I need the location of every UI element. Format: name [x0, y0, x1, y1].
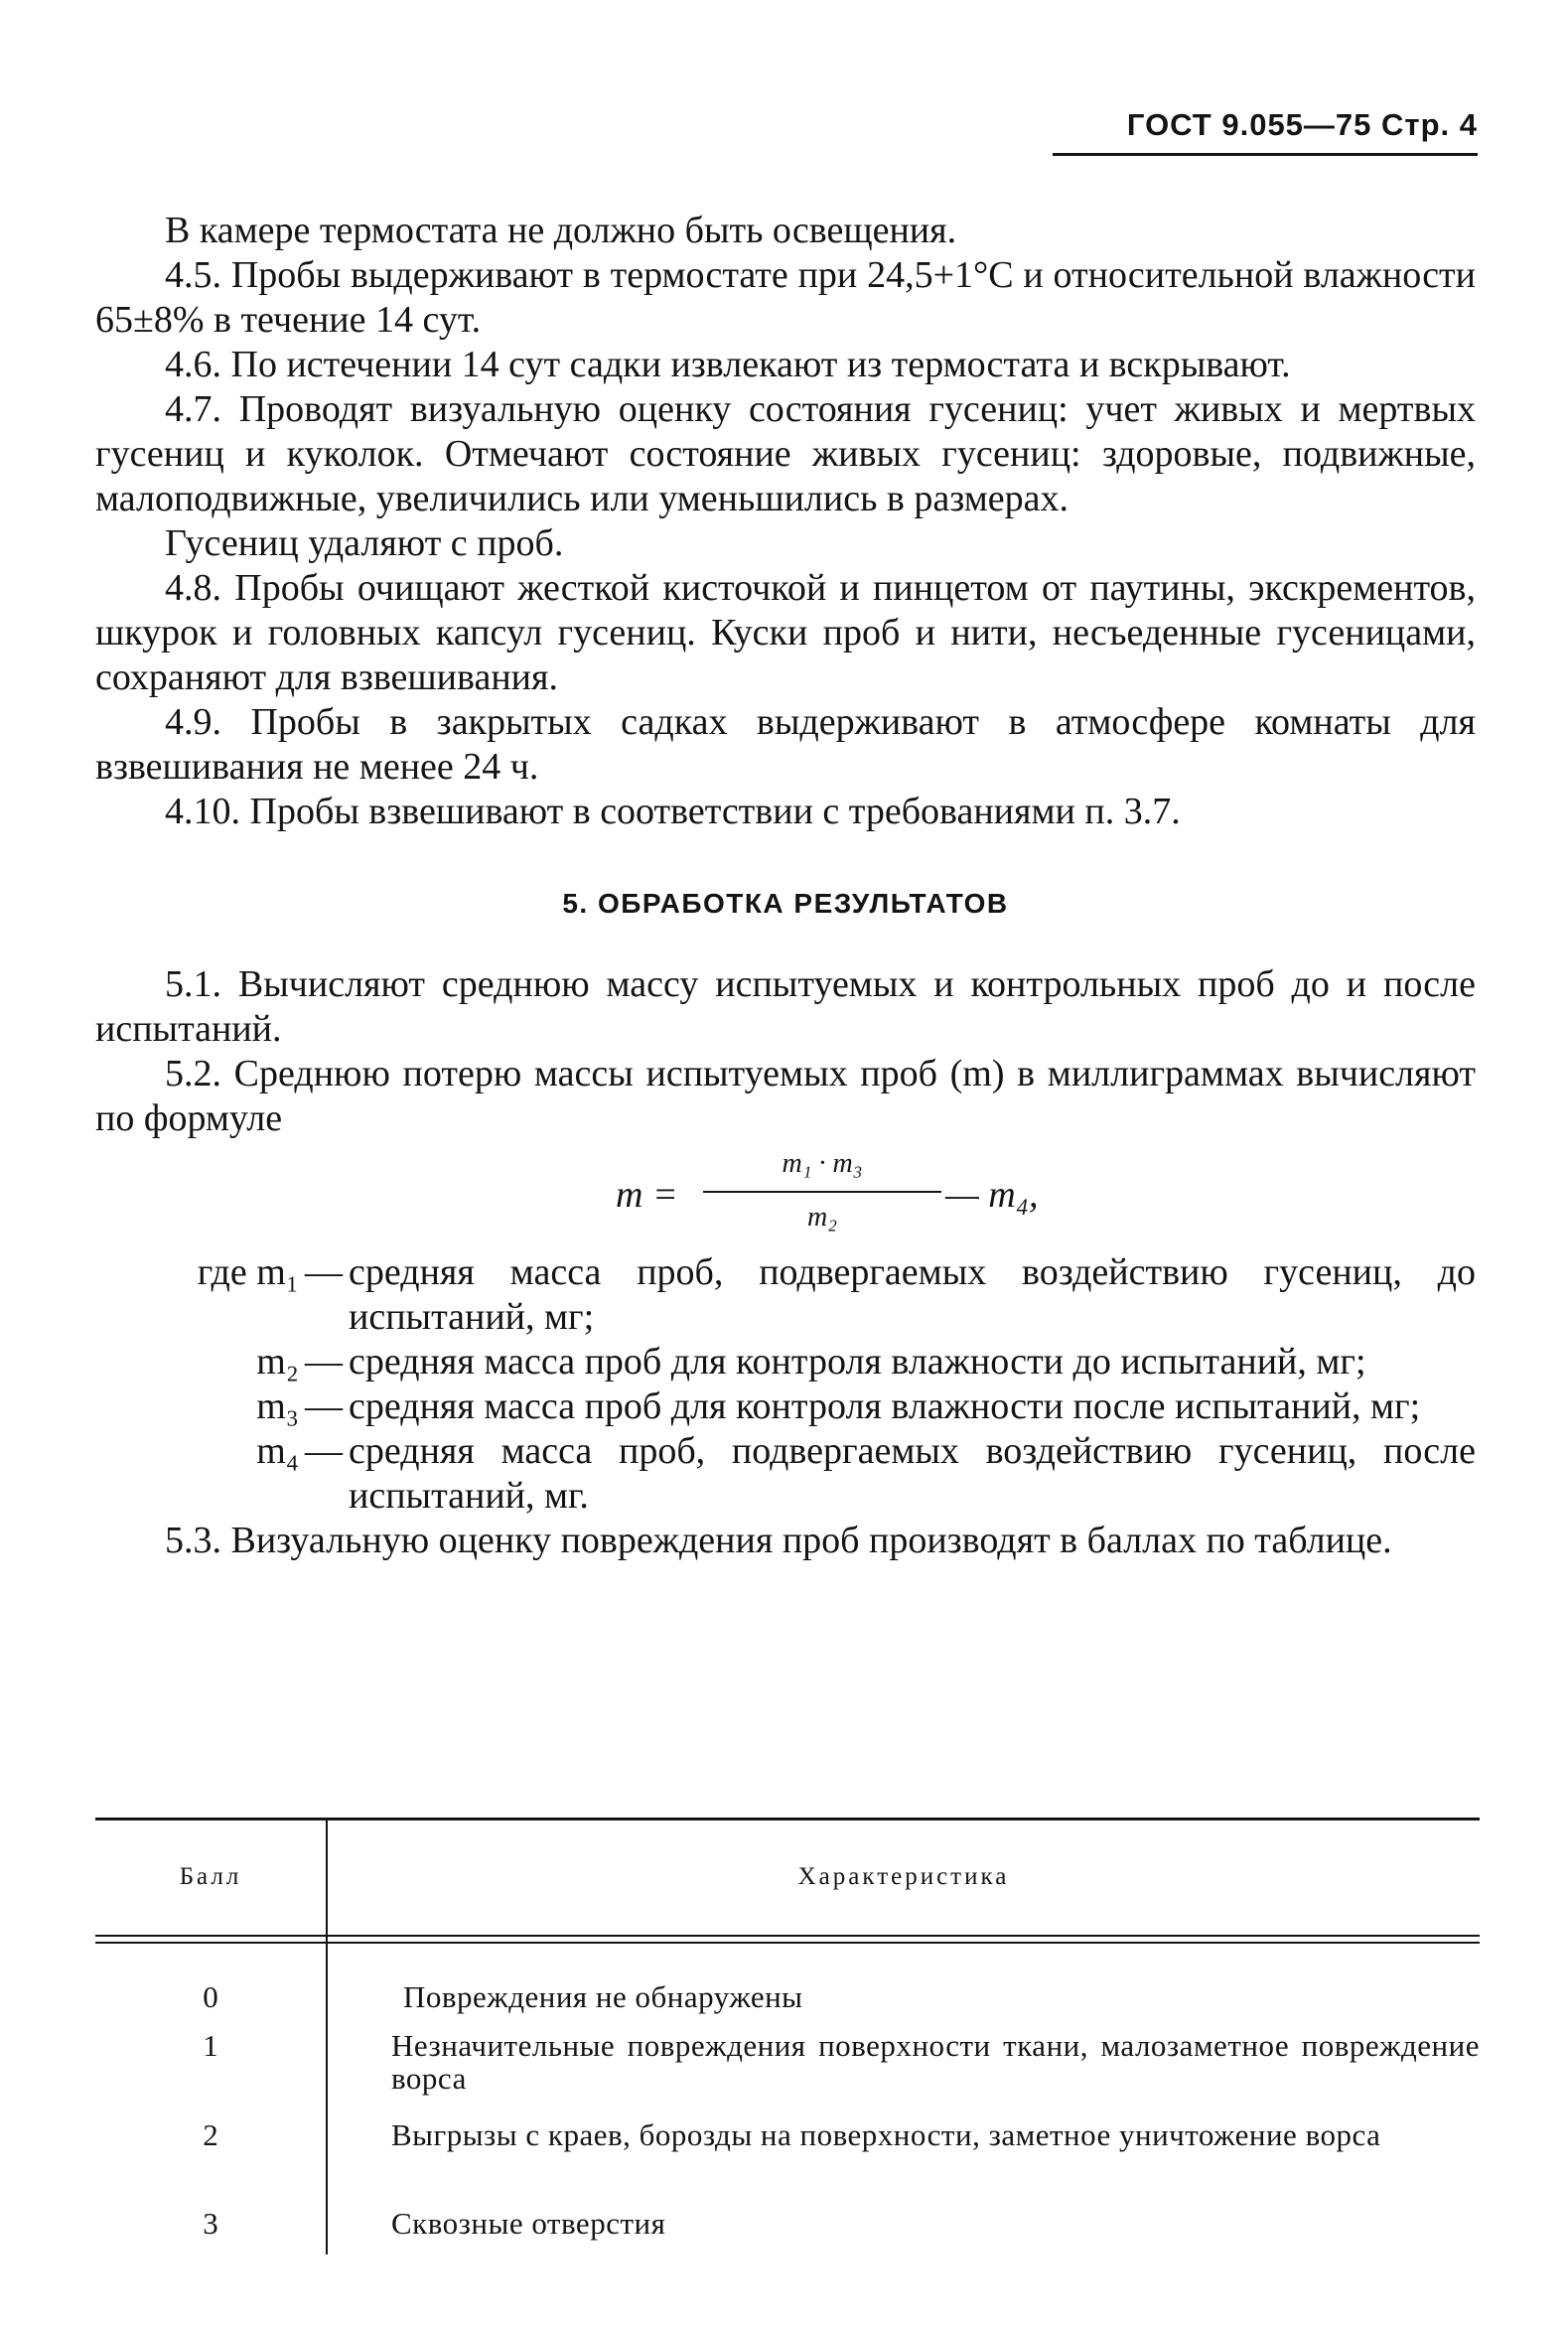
paragraph: 4.5. Пробы выдерживают в термостате при 24,5+1°С и относительной влажности 65±8% в течение 14 сут.: [95, 254, 1476, 341]
table-cell-characteristic: Повреждения не обнаружены: [403, 1979, 803, 2014]
definition-symbol: m₃: [256, 1385, 299, 1427]
table-cell-characteristic: Сквозные отверстия: [391, 2206, 666, 2241]
definition-dash: —: [305, 1430, 343, 1472]
formula-lhs: m =: [616, 1174, 678, 1216]
definition-row: [95, 1429, 1476, 1519]
paragraph: 5.2. Среднюю потерю массы испытуемых проб (m) в миллиграммах вычисляют по формуле: [95, 1053, 1476, 1139]
table-cell-ball: 3: [203, 2206, 218, 2241]
table-header-characteristic: Характеристика: [797, 1863, 1010, 1890]
definition-row: [95, 1340, 1476, 1384]
paragraph: 4.9. Пробы в закрытых садках выдерживают в атмосфере комнаты для взвешивания не менее 24 ч.: [95, 701, 1476, 788]
table-cell-ball: 0: [203, 1979, 218, 2014]
formula-fraction: [703, 1147, 941, 1235]
paragraph: 5.3. Визуальную оценку повреждения проб производят в баллах по таблице.: [165, 1520, 1392, 1561]
paragraph: 5.1. Вычисляют среднюю массу испытуемых и контрольных проб до и после испытаний.: [95, 963, 1476, 1050]
definition-dash: —: [305, 1251, 343, 1293]
table-cell-characteristic: Незначительные повреждения поверхности ткани, малозаметное повреждение ворса: [391, 2028, 1480, 2096]
definition-text: средняя масса проб, подвергаемых воздействию гусениц, после испытаний, мг.: [349, 1430, 1476, 1517]
table-header-rule: [95, 1935, 1480, 1937]
definition-symbol: где m₁: [197, 1251, 299, 1293]
formula-denominator: m₂: [807, 1202, 837, 1233]
damage-rating-table: [95, 1818, 1480, 2255]
paragraph: 4.7. Проводят визуальную оценку состояния гусениц: учет живых и мертвых гусениц и куколок. Отмечают состояние живых гусениц: здоровые, подвижные, малоподвижные, увеличились или уменьшились в размерах.: [95, 388, 1476, 519]
definition-row: [95, 1250, 1476, 1340]
table-header-ball: Балл: [179, 1863, 242, 1890]
definition-symbol: m₂: [256, 1341, 299, 1383]
mass-loss-formula: [95, 1147, 1476, 1246]
table-cell-characteristic: Выгрызы с краев, борозды на поверхности, заметное уничтожение ворса: [391, 2117, 1381, 2152]
table-cell-ball: 1: [203, 2028, 218, 2063]
paragraph: Гусениц удаляют с проб.: [165, 522, 564, 564]
definition-dash: —: [305, 1341, 343, 1383]
page-header: ГОСТ 9.055—75 Стр. 4: [1126, 107, 1478, 142]
paragraph: В камере термостата не должно быть освещения.: [165, 210, 957, 251]
definition-text: средняя масса проб для контроля влажности до испытаний, мг;: [349, 1341, 1366, 1383]
definition-text: средняя масса проб для контроля влажности после испытаний, мг;: [349, 1385, 1421, 1427]
fraction-bar: [703, 1191, 941, 1193]
formula-numerator: m₁ · m₃: [782, 1148, 863, 1179]
table-top-rule: [95, 1818, 1480, 1820]
definition-text: средняя масса проб, подвергаемых воздействию гусениц, до испытаний, мг;: [349, 1251, 1476, 1338]
header-rule: [1053, 153, 1478, 156]
paragraph: 4.6. По истечении 14 сут садки извлекают из термостата и вскрывают.: [165, 344, 1291, 385]
section-heading: 5. ОБРАБОТКА РЕЗУЛЬТАТОВ: [562, 888, 1009, 919]
paragraph: 4.8. Пробы очищают жесткой кисточкой и пинцетом от паутины, экскрементов, шкурок и головных капсул гусениц. Куски проб и нити, несъеденные гусеницами, сохраняют для взвешивания.: [95, 567, 1476, 698]
definition-symbol: m₄: [256, 1430, 299, 1472]
definition-row: [95, 1384, 1476, 1429]
definition-dash: —: [305, 1385, 343, 1427]
variable-definitions: [95, 1250, 1476, 1519]
formula-tail: — m₄,: [945, 1174, 1039, 1216]
table-header-rule: [95, 1942, 1480, 1944]
paragraph: 4.10. Пробы взвешивают в соответствии с требованиями п. 3.7.: [165, 791, 1181, 832]
document-body: [95, 209, 1476, 1563]
table-cell-ball: 2: [203, 2117, 218, 2152]
